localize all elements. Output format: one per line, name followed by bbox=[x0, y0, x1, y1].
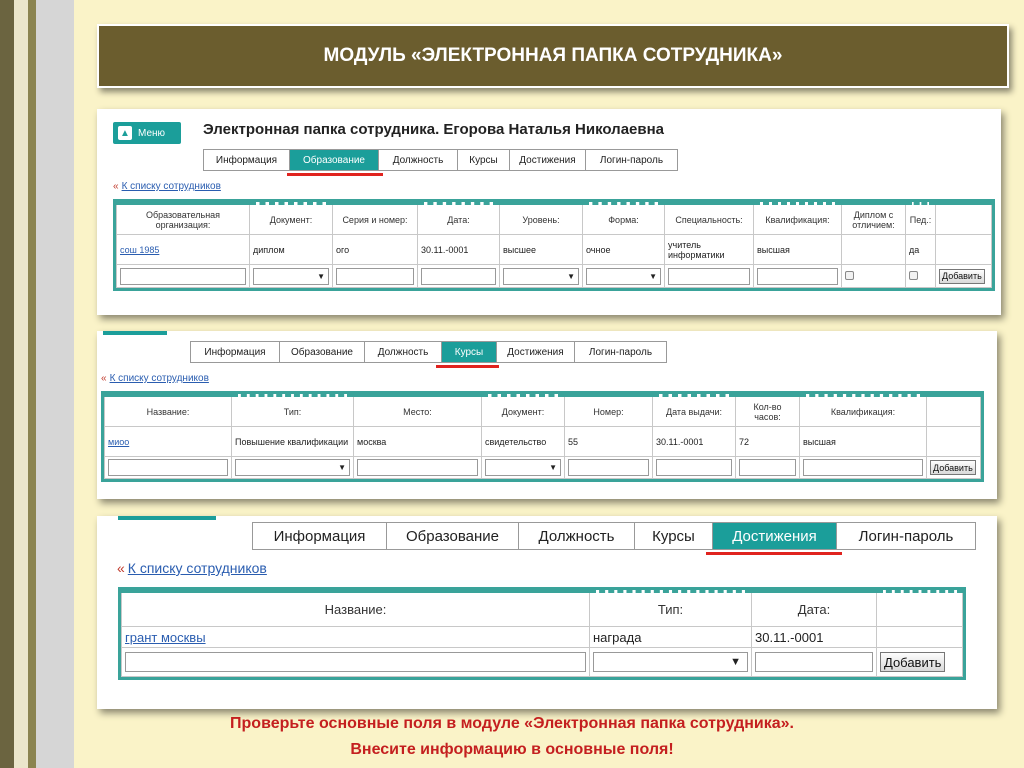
col-header-type: Тип: bbox=[590, 592, 752, 627]
col-header-hours: Кол-во часов: bbox=[736, 396, 800, 427]
cell-ped: да bbox=[906, 235, 936, 265]
chevron-down-icon: ▼ bbox=[567, 271, 575, 281]
course-name-link[interactable]: миоо bbox=[108, 436, 130, 447]
cell-empty bbox=[877, 627, 963, 648]
cell-form: очное bbox=[583, 235, 665, 265]
achievement-name-link[interactable]: грант москвы bbox=[125, 629, 206, 645]
tab-education[interactable]: Образование bbox=[290, 150, 379, 170]
arrow-up-icon: ▲ bbox=[118, 126, 132, 140]
cell-date: 30.11.-0001 bbox=[752, 627, 877, 648]
tab-position[interactable]: Должность bbox=[365, 342, 442, 362]
menu-button[interactable] bbox=[113, 122, 181, 144]
tab-courses[interactable]: Курсы bbox=[635, 523, 713, 549]
col-header-name: Название: bbox=[122, 592, 590, 627]
new-entry-row bbox=[117, 265, 992, 288]
page-title: Электронная папка сотрудника. Егорова Наталья Николаевна bbox=[203, 121, 665, 138]
slide-title: МОДУЛЬ «ЭЛЕКТРОННАЯ ПАПКА СОТРУДНИКА» bbox=[323, 45, 783, 66]
new-level-select[interactable] bbox=[503, 268, 579, 285]
new-name-input[interactable] bbox=[125, 652, 586, 672]
cell-empty bbox=[936, 235, 992, 265]
cell-name bbox=[122, 627, 590, 648]
cell-honors bbox=[842, 235, 906, 265]
new-entry-row bbox=[105, 457, 981, 479]
col-header-qualification: Квалификация: bbox=[800, 396, 927, 427]
achievements-table bbox=[118, 587, 966, 680]
new-date-input[interactable] bbox=[755, 652, 873, 672]
col-header-issue-date: Дата выдачи: bbox=[653, 396, 736, 427]
tab-achievements[interactable]: Достижения bbox=[713, 523, 837, 549]
cell-qualification: высшая bbox=[800, 427, 927, 457]
col-header-actions bbox=[936, 204, 992, 235]
cell-level: высшее bbox=[500, 235, 583, 265]
tab-position[interactable]: Должность bbox=[519, 523, 635, 549]
col-header-organization: Образовательная организация: bbox=[117, 204, 250, 235]
col-header-date: Дата: bbox=[752, 592, 877, 627]
col-header-actions bbox=[877, 592, 963, 627]
clipped-header-bar bbox=[103, 331, 167, 335]
tab-courses[interactable]: Курсы bbox=[442, 342, 497, 362]
col-header-honors: Диплом с отличием: bbox=[842, 204, 906, 235]
new-qualification-input[interactable] bbox=[803, 459, 923, 476]
table-row bbox=[117, 235, 992, 265]
new-honors-checkbox[interactable] bbox=[845, 271, 854, 280]
add-achievement-button[interactable]: Добавить bbox=[880, 652, 945, 672]
new-hours-input[interactable] bbox=[739, 459, 796, 476]
new-organization-input[interactable] bbox=[120, 268, 246, 285]
cell-hours: 72 bbox=[736, 427, 800, 457]
slide-title-banner bbox=[97, 24, 1009, 88]
col-header-name: Название: bbox=[105, 396, 232, 427]
col-header-qualification: Квалификация: bbox=[754, 204, 842, 235]
col-header-type: Тип: bbox=[232, 396, 354, 427]
active-tab-underline bbox=[706, 552, 842, 555]
tab-bar bbox=[203, 149, 678, 171]
tab-bar bbox=[252, 522, 976, 550]
col-header-form: Форма: bbox=[583, 204, 665, 235]
active-tab-underline bbox=[287, 173, 383, 176]
cell-type: Повышение квалификации bbox=[232, 427, 354, 457]
col-header-series: Серия и номер: bbox=[333, 204, 418, 235]
left-stripe-gray bbox=[36, 0, 74, 768]
instruction-line-2: Внесите информацию в основные поля! bbox=[350, 741, 674, 758]
cell-type: награда bbox=[590, 627, 752, 648]
clipped-header-bar bbox=[118, 516, 216, 520]
tab-login[interactable]: Логин-пароль bbox=[588, 346, 653, 358]
table-row bbox=[105, 427, 981, 457]
new-entry-row bbox=[122, 648, 963, 677]
new-specialty-input[interactable] bbox=[668, 268, 750, 285]
left-stripe-dark bbox=[0, 0, 14, 768]
cell-qualification: высшая bbox=[754, 235, 842, 265]
tab-info[interactable]: Информация bbox=[253, 523, 387, 549]
new-place-input[interactable] bbox=[357, 459, 478, 476]
new-number-input[interactable] bbox=[568, 459, 649, 476]
col-header-number: Номер: bbox=[565, 396, 653, 427]
new-qualification-input[interactable] bbox=[757, 268, 838, 285]
back-to-list-link[interactable]: « К списку сотрудников bbox=[101, 373, 209, 384]
cell-place: москва bbox=[354, 427, 482, 457]
col-header-actions bbox=[927, 396, 981, 427]
tab-bar bbox=[190, 341, 667, 363]
new-date-input[interactable] bbox=[421, 268, 496, 285]
new-name-input[interactable] bbox=[108, 459, 228, 476]
organization-link[interactable]: сош 1985 bbox=[120, 244, 160, 255]
new-series-input[interactable] bbox=[336, 268, 414, 285]
tab-login[interactable]: Логин-пароль bbox=[858, 527, 954, 545]
col-header-specialty: Специальность: bbox=[665, 204, 754, 235]
chevron-down-icon: ▼ bbox=[317, 271, 325, 281]
col-header-document: Документ: bbox=[250, 204, 333, 235]
add-course-button[interactable]: Добавить bbox=[930, 460, 976, 475]
menu-button-label: Меню bbox=[138, 127, 166, 139]
new-document-select[interactable] bbox=[253, 268, 329, 285]
chevron-down-icon: ▼ bbox=[649, 271, 657, 281]
table-row bbox=[122, 627, 963, 648]
cell-document: свидетельство bbox=[482, 427, 565, 457]
new-ped-checkbox[interactable] bbox=[909, 271, 918, 280]
new-type-select[interactable] bbox=[593, 652, 748, 672]
tab-achievements[interactable]: Достижения bbox=[497, 342, 575, 362]
tab-courses[interactable]: Курсы bbox=[458, 150, 510, 170]
col-header-level: Уровень: bbox=[500, 204, 583, 235]
tab-education[interactable]: Образование bbox=[280, 342, 365, 362]
chevron-down-icon: ▼ bbox=[338, 463, 346, 472]
education-table bbox=[113, 199, 995, 291]
new-form-select[interactable] bbox=[586, 268, 661, 285]
cell-issue-date: 30.11.-0001 bbox=[653, 427, 736, 457]
col-header-document: Документ: bbox=[482, 396, 565, 427]
cell-number: 55 bbox=[565, 427, 653, 457]
back-to-list-link[interactable]: « К списку сотрудников bbox=[117, 560, 267, 576]
col-header-ped: Пед.: bbox=[906, 204, 936, 235]
cell-organization bbox=[117, 235, 250, 265]
chevron-down-icon: ▼ bbox=[730, 656, 741, 668]
new-document-select[interactable] bbox=[485, 459, 561, 476]
cell-name bbox=[105, 427, 232, 457]
instruction-line-1: Проверьте основные поля в модуле «Электронная папка сотрудника». bbox=[230, 715, 794, 732]
tab-login[interactable]: Логин-пароль bbox=[599, 154, 664, 166]
tab-education[interactable]: Образование bbox=[387, 523, 519, 549]
tab-info[interactable]: Информация bbox=[191, 342, 280, 362]
col-header-place: Место: bbox=[354, 396, 482, 427]
cell-document: диплом bbox=[250, 235, 333, 265]
new-type-select[interactable] bbox=[235, 459, 350, 476]
cell-series: ого bbox=[333, 235, 418, 265]
courses-table bbox=[101, 391, 984, 482]
back-to-list-link[interactable]: « К списку сотрудников bbox=[113, 181, 221, 192]
left-stripe-light bbox=[14, 0, 28, 768]
new-issue-date-input[interactable] bbox=[656, 459, 732, 476]
chevron-down-icon: ▼ bbox=[549, 463, 557, 472]
tab-achievements[interactable]: Достижения bbox=[510, 150, 586, 170]
tab-position[interactable]: Должность bbox=[379, 150, 458, 170]
add-education-button[interactable]: Добавить bbox=[939, 269, 985, 284]
col-header-date: Дата: bbox=[418, 204, 500, 235]
cell-date: 30.11.-0001 bbox=[418, 235, 500, 265]
tab-info[interactable]: Информация bbox=[204, 150, 290, 170]
cell-specialty: учитель информатики bbox=[665, 235, 754, 265]
active-tab-underline bbox=[436, 365, 499, 368]
left-stripe-olive bbox=[28, 0, 36, 768]
cell-empty bbox=[927, 427, 981, 457]
